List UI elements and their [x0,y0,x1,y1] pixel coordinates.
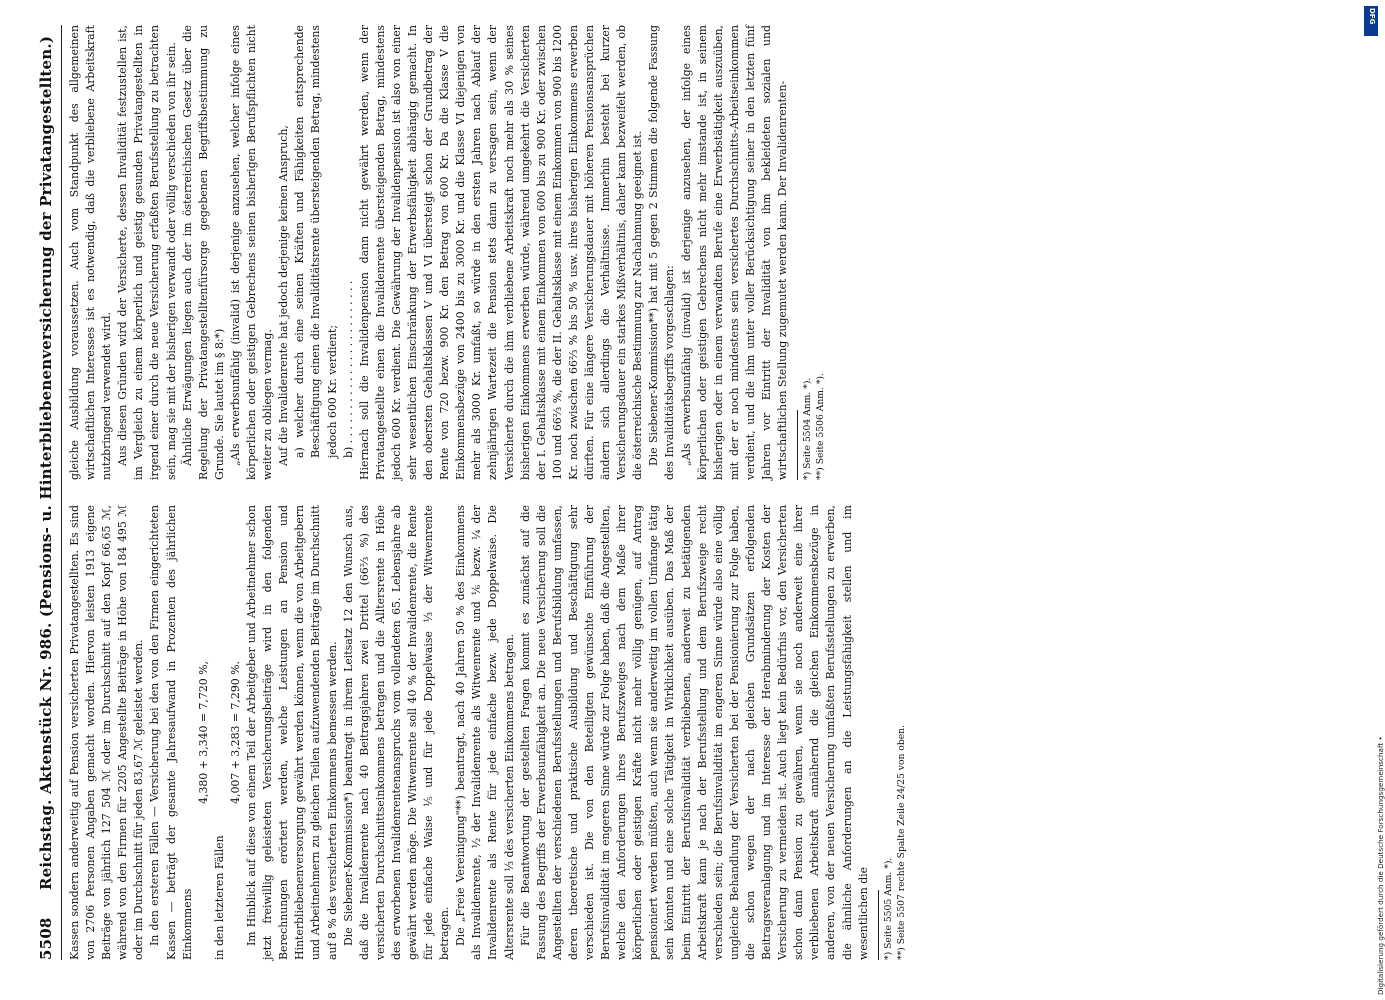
formula: 4,380 + 3,340 = 7,720 %, [196,661,210,804]
quotation: Auf die Invalidenrente hat jedoch derjenige keinen Anspruch, [277,125,291,466]
footnote: **) Seite 5507 rechte Spalte Zeile 24/25 von oben. [895,725,907,960]
page-header [33,25,63,960]
footnote: **) Seite 5506 Anm. *). [815,373,827,480]
page-number: 5508 [37,917,55,960]
paragraph: in den letzteren Fällen [212,835,226,960]
digitization-credit: Digitalisierung gefördert durch die Deutsche Forschungsgemeinschaft • [1376,736,1385,995]
list-item: b) . . . . . . . . . . . . . . . . . . . . . . . . [341,280,355,458]
left-column [67,505,1267,960]
quotation: „Als erwerbsunfähig (invalid) ist derjenige anzusehen, welcher infolge eines körperlichen oder geistigen Gebrechens seinen bisherigen Berufspflichten nicht weiter zu obliegen vermag. [228,25,275,480]
footnote-divider [878,890,879,960]
paragraph: Für die Beantwortung der gestellten Fragen kommt es zunächst auf die Fassung des Begriffs der Erwerbsunfähigkeit an. Die neue Versicherung soll die Angestellten der verschiedenen Berufsstellungen und Berufsbildung umfassen, deren theoretische und praktische Ausbildung und Beschäftigung sehr verschieden ist. Die von den Beteiligten gewünschte Einführung der Berufsinvalidität im engeren Sinne würde zur Folge haben, daß die Angestellten, welche den Anforderungen ihres Berufszweiges nach dem Maße ihrer körperlichen oder geistigen Kräfte nicht mehr völlig genügen, auf Antrag pensioniert werden müßten, auch wenn sie anderweitig im vollen Umfange tätig sein könnten und eine solche Tätigkeit in Wirklichkeit ausüben. Das Maß der beim Eintritt der Berufsinvalidität verbliebenen, anderweit zu betätigenden Arbeitskraft kann je nach der Berufsstellung und dem Berufszweige recht verschieden sein; die Berufsinvalidität im engeren Sinne würde also eine völlig ungleiche Behandlung der Versicherten bei der Pensionierung zur Folge haben, die schon wegen der nach gleichen Grundsätzen erfolgenden Beitragsveranlagung und im Interesse der Herabminderung der Kosten der Versicherung zu vermeiden ist. Auch liegt kein Bedürfnis vor, den Versicherten schon dann Pension zu gewähren, wenn sie noch anderweit eine ihrer verbliebenen Arbeitskraft annähernd die gleichen Einkommensbezüge in anderen, von der neuen Versicherung umfaßten Berufsstellungen zu erwerben, die ähnliche Anforderungen an die Leistungsfähigkeit stellen und im wesentlichen die [518,505,870,960]
header-divider [61,25,62,960]
paragraph: In den ersteren Fällen — Versicherung bei den von den Firmen eingerichteten Kassen — beträgt der gesamte Jahresaufwand in Prozenten des jährlichen Einkommens [148,505,194,960]
paragraph: Die Siebener-Kommission*) beantragt in ihrem Leitsatz 12 den Wunsch aus, daß die Invalidenrente nach 40 Beitragsjahren zwei Drittel (66⅔ %) des versicherten Durchschnittseinkommens betragen und die Alltersrente in Höhe des erworbenen Invalidenrentenanspruchs vom vollendeten 65. Lebensjahre ab gewährt werden möge. Die Witwenrente soll 40 % der Invalidenrente, die Rente für jede einfache Waise ⅕ und für jede Doppelwaise ⅓ der Witwenrente betragen. [341,505,452,960]
footnote: *) Seite 5504 Anm. *). [802,377,814,480]
footnote: *) Seite 5505 Anm. *). [882,857,894,960]
right-column [67,25,1267,480]
footnote-divider [797,410,798,480]
paragraph: Aus diesen Gründen wird der Versicherte, dessen Invalidität festzustellen ist, im Vergleich zu einem körperlich und geistig gesunden Privatangestellten in irgend einer durch die neue Versicherung erfaßten Berufsstellung zu betrachten sein, mag sie mit der bisherigen verwandt oder völlig verschieden von ihr sein. [116,25,178,480]
paragraph: Die Siebener-Kommission**) hat mit 5 gegen 2 Stimmen die folgende Fassung des Invaliditätsbegriffs vorgeschlagen: [647,25,677,480]
paragraph: gleiche Ausbildung voraussetzen. Auch vom Standpunkt des allgemeinen wirtschaftlichen Interesses ist es notwendig, daß die verbliebene Arbeitskraft nutzbringend verwendet wird. [68,25,114,480]
list-item: a) welcher durch eine seinen Kräften und Fähigkeiten entsprechende Beschäftigung einen die Invaliditätsrente übersteigenden Betrag, mindestens jedoch 600 Kr. verdient; [293,25,339,458]
paragraph: Die „Freie Vereinigung"**) beantragt, nach 40 Jahren 50 % des Einkommens als Invalidenrente, ½ der Invalidenrente als Witwenrente und ⅙ bezw. ¼ der Invalidenrente als Rente für jede einfache bezw. jede Doppelwaise. Die Altersrente soll ⅓ des versicherten Einkommens betragen. [454,505,516,960]
paragraph: Ähnliche Erwägungen liegen auch der im österreichischen Gesetz über die Regelung der Privatangestelltenfürsorge gegebenen Begriffsbestimmung zu Grunde. Sie lautet im § 8:*) [180,25,226,480]
paragraph: Kassen sondern anderweitig auf Pension versicherten Privatangestellten. Es sind von 2706 Personen Angaben gemacht worden. Hiervon leisten 1913 eigene Beiträge von jährlich 127 504 ℳ oder im Durchschnitt auf den Kopf 66,65 ℳ, während von den Firmen für 2205 Angestellte Beiträge in Höhe von 184 495 ℳ oder im Durchschnitt für jeden 83,67 ℳ geleistet werden. [68,505,146,960]
formula: 4,007 + 3,283 = 7,290 %. [228,661,242,804]
quotation: „Als erwerbsunfähig (invalid) ist derjenige anzusehen, der infolge eines körperlichen oder geistigen Gebrechens nicht mehr imstande ist, in seinem bisherigen oder in einem verwandten Berufe eine Erwerbstätigkeit auszuüben, mit der er noch mindestens sein versichertes Durchschnitts-Arbeitseinkommen verdient, und die ihm unter voller Berücksichtigung seiner in den letzten fünf Jahren vor Eintritt der Invalidität von ihm bekleideten sozialen und wirtschaftlichen Stellung zugemutet werden kann. Der Invalidenrenten- [679,25,790,480]
dfg-logo-text: DFG [1368,8,1376,25]
dfg-logo [1364,6,1378,36]
page-title: Reichstag. Aktenstück Nr. 986. (Pensions- u. Hinterbliebenenversicherung der Privatangestellten.) [37,35,55,890]
rotated-document-page [33,25,1303,960]
paragraph: Im Hinblick auf diese von einem Teil der Arbeitgeber und Arbeitnehmer schon jetzt freiwillig geleisteten Versicherungsbeiträge wird in den folgenden Berechnungen erörtert werden, welche Leistungen an Pension und Hinterbliebenenversorgung gewährt werden können, wenn die von Arbeitgebern und Arbeitnehmern zu gleichen Teilen aufzuwendenden Beiträge im Durchschnitt auf 8 % des versicherten Einkommens bemessen werden. [245,505,339,960]
paragraph: Hiernach soll die Invalidenpension dann nicht gewährt werden, wenn der Privatangestellte einen die Invalidenrente übersteigenden Betrag, mindestens jedoch 600 Kr. verdient. Die Gewährung der Invalidenpension ist also von einer sehr wesentlichen Einschränkung der Erwerbsfähigkeit abhängig gemacht. In den obersten Gehaltsklassen V und VI übersteigt schon der Grundbetrag der Rente von 720 bezw. 900 Kr. den Betrag von 600 Kr. Da die Klasse V die Einkommensbezüge von 2400 bis zu 3000 Kr. und die Klasse VI diejenigen von mehr als 3000 Kr. umfaßt, so würde in den ersten Jahren nach Ablauf der zehnjährigen Wartezeit die Pension stets dann zu versagen sein, wenn der Versicherte durch die ihm verbliebene Arbeitskraft noch mehr als 30 % seines bisherigen Einkommens erwerben würde, während umgekehrt die Versicherten der I. Gehaltsklasse mit einem Einkommen von 600 bis zu 900 Kr. oder zwischen 100 und 66⅔ %, die der II. Gehaltsklasse mit einem Einkommen von 900 bis 1200 Kr. noch zwischen 66⅔ % bis 50 % usw. ihres bisherigen Einkommens erwerben dürften. Für eine längere Versicherungsdauer mit höheren Pensionsansprüchen ändern sich allerdings die Verhältnisse. Immerhin besteht bei kurzer Versicherungsdauer ein starkes Mißverhältnis, daher kann bezweifelt werden, ob die österreichische Bestimmung zur Nachahmung geeignet ist. [357,25,645,480]
